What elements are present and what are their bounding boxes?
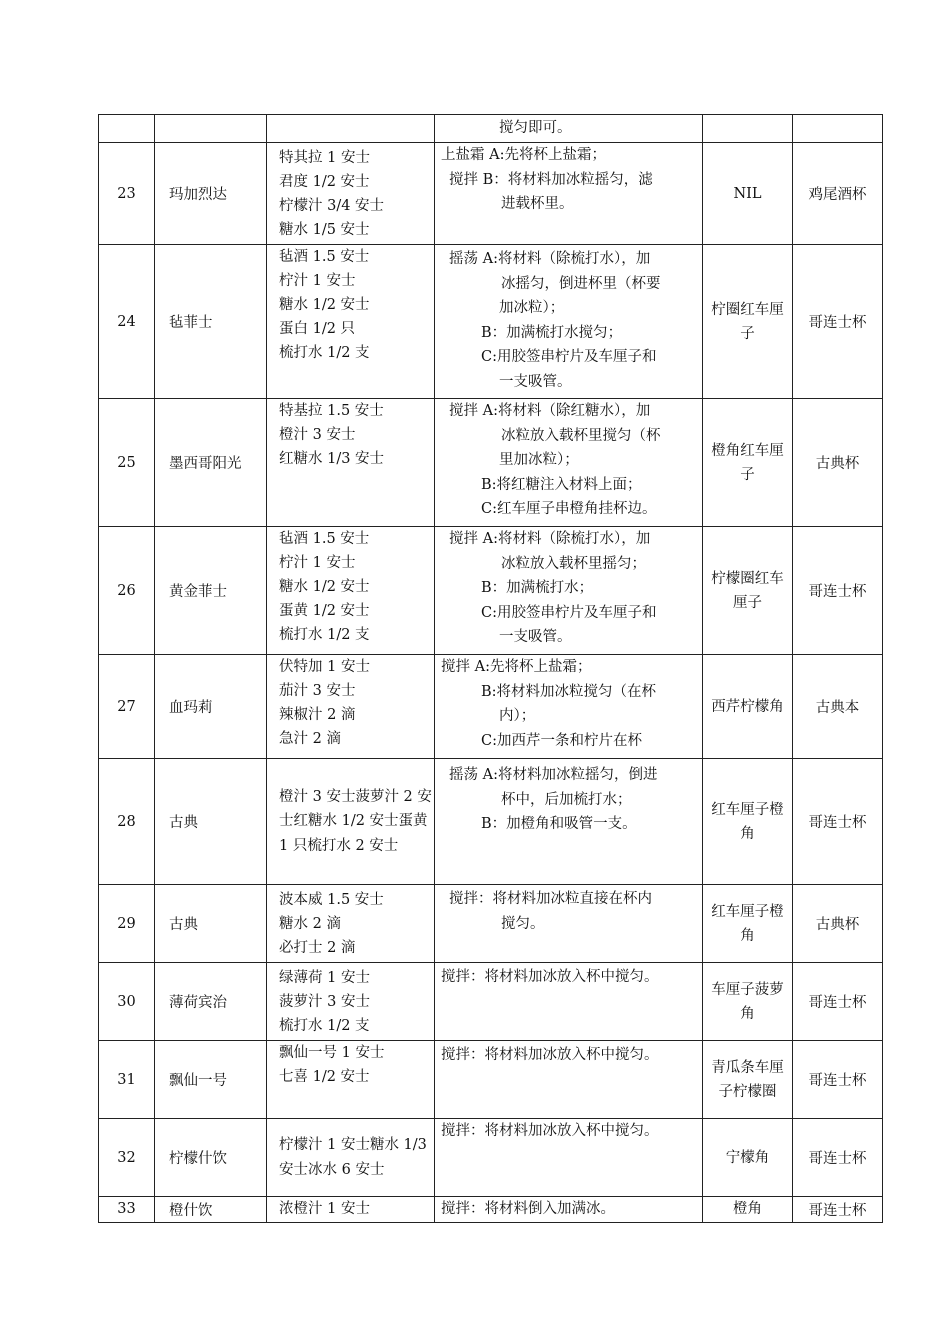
method-step-lead: 搅拌：将材料加冰放入杯中搅匀。 (441, 1123, 659, 1139)
method-step-lead: 搅拌：将材料加冰放入杯中搅匀。 (441, 1047, 659, 1063)
method-cell (435, 963, 703, 1041)
method-step-lead: B:将材料加冰粒搅匀（在杯 (481, 683, 657, 700)
recipe-table (98, 114, 883, 1223)
ingredient-line: 绿薄荷 1 安士 (279, 969, 370, 986)
method-step (435, 887, 702, 936)
ingredient-line: 糖水 2 滴 (279, 915, 341, 932)
ingredient-line: 糖水 1/2 安士 (279, 297, 370, 313)
method-step (435, 965, 702, 990)
ingredients-cell (267, 963, 435, 1041)
method-step (435, 655, 702, 680)
method-step-continuation: 加冰粒）； (499, 300, 565, 316)
ingredient-line: 君度 1/2 安士 (279, 173, 370, 190)
row-number: 27 (99, 655, 155, 759)
drink-name: 古典 (155, 885, 267, 963)
method-step-continuation: 杯中，后加梳打水； (501, 791, 632, 808)
method-step-continuation: 搅匀。 (501, 915, 545, 932)
garnish-cell (703, 1041, 793, 1119)
garnish-cell (703, 759, 793, 885)
ingredient-line: 辣椒汁 2 滴 (279, 707, 356, 723)
ingredient-line: 毡酒 1.5 安士 (279, 531, 370, 547)
garnish-cell (703, 655, 793, 759)
garnish-text: 青瓜条车厘子柠檬圈 (711, 1059, 784, 1100)
drink-name: 毡菲士 (155, 245, 267, 399)
garnish-cell (703, 885, 793, 963)
table-row (99, 759, 883, 885)
table-row (99, 527, 883, 655)
glass-cell: 哥连士杯 (793, 1197, 883, 1223)
method-step-continuation: 冰粒放入载杯里搅匀（杯 (501, 427, 661, 444)
drink-name: 古典 (155, 759, 267, 885)
method-step-lead: 搅拌：将材料加冰放入杯中搅匀。 (441, 969, 659, 985)
garnish-text: 橙角红车厘子 (711, 442, 784, 483)
table-row (99, 1197, 883, 1223)
recipe-table-body (99, 115, 883, 1223)
table-row (99, 963, 883, 1041)
method-step (435, 601, 702, 650)
method-cell (435, 245, 703, 399)
method-step (435, 680, 702, 729)
ingredients-cell (267, 655, 435, 759)
garnish-cell (703, 527, 793, 655)
method-step-continuation: 一支吸管。 (499, 629, 572, 645)
drink-name: 橙什饮 (155, 1197, 267, 1223)
method-step-lead: 搅拌：将材料倒入加满冰。 (441, 1201, 615, 1217)
method-step (435, 763, 702, 812)
table-row (99, 1119, 883, 1197)
glass-cell: 哥连士杯 (793, 1119, 883, 1197)
glass-cell: 古典杯 (793, 885, 883, 963)
ingredients-cell (267, 759, 435, 885)
ingredient-line: 梳打水 1/2 支 (279, 1017, 370, 1034)
glass-cell: 古典杯 (793, 399, 883, 527)
row-number: 26 (99, 527, 155, 655)
garnish-cell (703, 245, 793, 399)
glass-cell: 哥连士杯 (793, 759, 883, 885)
ingredient-line: 必打士 2 滴 (279, 939, 356, 956)
garnish-cell (703, 143, 793, 245)
glass-cell: 鸡尾酒杯 (793, 143, 883, 245)
method-step (435, 473, 702, 498)
method-step (435, 812, 702, 837)
method-step-lead: C:加西芹一条和柠片在杯 (481, 732, 642, 749)
row-number: 25 (99, 399, 155, 527)
ingredient-line: 柠檬汁 3/4 安士 (279, 197, 385, 214)
method-cell (435, 143, 703, 245)
method-cell (435, 1119, 703, 1197)
drink-name: 血玛莉 (155, 655, 267, 759)
garnish-text: 橙角 (733, 1201, 762, 1218)
method-step (435, 576, 702, 601)
ingredient-line: 急汁 2 滴 (279, 731, 341, 747)
drink-name: 飘仙一号 (155, 1041, 267, 1119)
garnish-text: 柠圈红车厘子 (711, 301, 784, 342)
method-step-continuation: 内）； (499, 708, 536, 724)
ingredients-cell (267, 399, 435, 527)
method-step-lead: 搅拌 A:将材料（除梳打水），加 (449, 531, 651, 547)
drink-name: 墨西哥阳光 (155, 399, 267, 527)
method-step-lead: 搅拌：将材料加冰粒直接在杯内 (449, 891, 652, 907)
drink-name: 柠檬什饮 (155, 1119, 267, 1197)
garnish-cell (703, 115, 793, 143)
garnish-text: 宁檬角 (725, 1149, 770, 1166)
method-step (435, 143, 702, 168)
garnish-text: 柠檬圈红车厘子 (711, 570, 784, 611)
ingredient-line: 菠萝汁 3 安士 (279, 993, 370, 1010)
row-number: 31 (99, 1041, 155, 1119)
ingredient-line: 柠汁 1 安士 (279, 555, 356, 571)
garnish-cell (703, 963, 793, 1041)
table-row (99, 399, 883, 527)
ingredient-line: 梳打水 1/2 支 (279, 627, 370, 643)
garnish-text: 西芹柠檬角 (711, 698, 784, 715)
ingredients-cell (267, 1041, 435, 1119)
method-step (435, 296, 702, 321)
ingredient-line: 特其拉 1 安士 (279, 149, 370, 166)
method-step-continuation: 冰粒放入载杯里摇匀； (501, 555, 646, 572)
method-step-lead: 上盐霜 A:先将杯上盐霜； (441, 147, 606, 163)
method-cell (435, 527, 703, 655)
ingredient-line: 茄汁 3 安士 (279, 683, 356, 699)
method-step (435, 168, 702, 217)
row-number: 29 (99, 885, 155, 963)
drink-name (155, 115, 267, 143)
ingredients-cell (267, 245, 435, 399)
row-number: 24 (99, 245, 155, 399)
glass-cell: 哥连士杯 (793, 527, 883, 655)
glass-cell: 哥连士杯 (793, 963, 883, 1041)
row-number (99, 115, 155, 143)
table-row (99, 115, 883, 143)
ingredients-text: 柠檬汁 1 安士糖水 1/3 安士冰水 6 安士 (279, 1137, 427, 1178)
ingredient-line: 七喜 1/2 安士 (279, 1069, 370, 1085)
row-number: 23 (99, 143, 155, 245)
method-step-continuation: 进载杯里。 (501, 196, 574, 212)
method-step (435, 729, 702, 754)
row-number: 32 (99, 1119, 155, 1197)
ingredient-line: 柠汁 1 安士 (279, 273, 356, 289)
method-step (435, 527, 702, 576)
method-step (435, 497, 702, 522)
method-step-lead: C:用胶签串柠片及车厘子和 (481, 604, 657, 621)
table-row (99, 885, 883, 963)
garnish-text: NIL (733, 185, 762, 202)
ingredient-line: 梳打水 1/2 支 (279, 345, 370, 361)
ingredients-cell (267, 1119, 435, 1197)
method-step-lead: 摇荡 A:将材料加冰粒摇匀，倒进 (449, 767, 658, 783)
method-step-lead: B:将红糖注入材料上面； (481, 476, 642, 493)
method-step-lead: C:红车厘子串橙角挂杯边。 (481, 501, 657, 517)
ingredients-cell (267, 115, 435, 143)
ingredient-line: 蛋白 1/2 只 (279, 321, 356, 337)
method-cell (435, 885, 703, 963)
method-step-lead: B：加橙角和吸管一支。 (481, 816, 637, 832)
method-step-lead: 搅拌 A:将材料（除红糖水），加 (449, 403, 651, 419)
method-step (435, 448, 702, 473)
garnish-cell (703, 399, 793, 527)
garnish-text: 车厘子菠萝角 (711, 981, 784, 1022)
method-step-lead: 搅拌 B：将材料加冰粒摇匀，滤 (449, 171, 653, 188)
ingredient-line: 糖水 1/2 安士 (279, 579, 370, 595)
method-cell (435, 655, 703, 759)
table-row (99, 655, 883, 759)
ingredient-line: 飘仙一号 1 安士 (279, 1045, 385, 1061)
ingredients-cell (267, 1197, 435, 1223)
glass-cell: 哥连士杯 (793, 245, 883, 399)
ingredients-cell (267, 885, 435, 963)
method-cell (435, 1041, 703, 1119)
method-step-lead: B：加满梳打水搅匀； (481, 324, 623, 341)
ingredients-cell (267, 143, 435, 245)
method-step (435, 1043, 702, 1068)
method-step (435, 321, 702, 346)
drink-name: 玛加烈达 (155, 143, 267, 245)
method-step-lead: 摇荡 A:将材料（除梳打水），加 (449, 251, 651, 267)
method-step-lead: C:用胶签串柠片及车厘子和 (481, 349, 657, 365)
method-step-lead: B：加满梳打水； (481, 580, 594, 596)
method-step (435, 1197, 702, 1222)
ingredients-cell (267, 527, 435, 655)
row-number: 33 (99, 1197, 155, 1223)
method-cell (435, 1197, 703, 1223)
garnish-cell (703, 1119, 793, 1197)
glass-cell: 哥连士杯 (793, 1041, 883, 1119)
glass-cell (793, 115, 883, 143)
garnish-text: 红车厘子橙角 (711, 801, 784, 842)
method-step (435, 247, 702, 296)
ingredient-line: 波本威 1.5 安士 (279, 891, 384, 908)
method-cell (435, 115, 703, 143)
glass-cell: 古典本 (793, 655, 883, 759)
method-cell (435, 759, 703, 885)
method-step-continuation: 冰摇匀，倒进杯里（杯要 (501, 275, 661, 292)
ingredient-line: 浓橙汁 1 安士 (279, 1201, 370, 1217)
garnish-cell (703, 1197, 793, 1223)
ingredient-line: 红糖水 1/3 安士 (279, 451, 385, 467)
ingredient-line: 橙汁 3 安士 (279, 427, 356, 443)
method-step (435, 116, 702, 141)
ingredient-line: 毡酒 1.5 安士 (279, 249, 370, 265)
ingredient-line: 特基拉 1.5 安士 (279, 403, 384, 419)
method-cell (435, 399, 703, 527)
method-step-lead: 搅拌 A:先将杯上盐霜； (441, 659, 592, 675)
method-step (435, 399, 702, 448)
drink-name: 薄荷宾治 (155, 963, 267, 1041)
method-step-continuation: 搅匀即可。 (499, 120, 572, 137)
ingredients-text: 橙汁 3 安士菠萝汁 2 安士红糖水 1/2 安士蛋黄 1 只梳打水 2 安士 (279, 788, 432, 854)
table-row (99, 1041, 883, 1119)
method-step (435, 345, 702, 394)
table-row (99, 245, 883, 399)
method-step (435, 1119, 702, 1144)
ingredient-line: 糖水 1/5 安士 (279, 221, 370, 238)
ingredient-line: 伏特加 1 安士 (279, 659, 370, 675)
method-step-continuation: 里加冰粒）； (499, 452, 579, 468)
method-step-continuation: 一支吸管。 (499, 373, 572, 390)
row-number: 28 (99, 759, 155, 885)
table-row (99, 143, 883, 245)
row-number: 30 (99, 963, 155, 1041)
ingredient-line: 蛋黄 1/2 安士 (279, 603, 370, 619)
drink-name: 黄金菲士 (155, 527, 267, 655)
garnish-text: 红车厘子橙角 (711, 903, 784, 944)
